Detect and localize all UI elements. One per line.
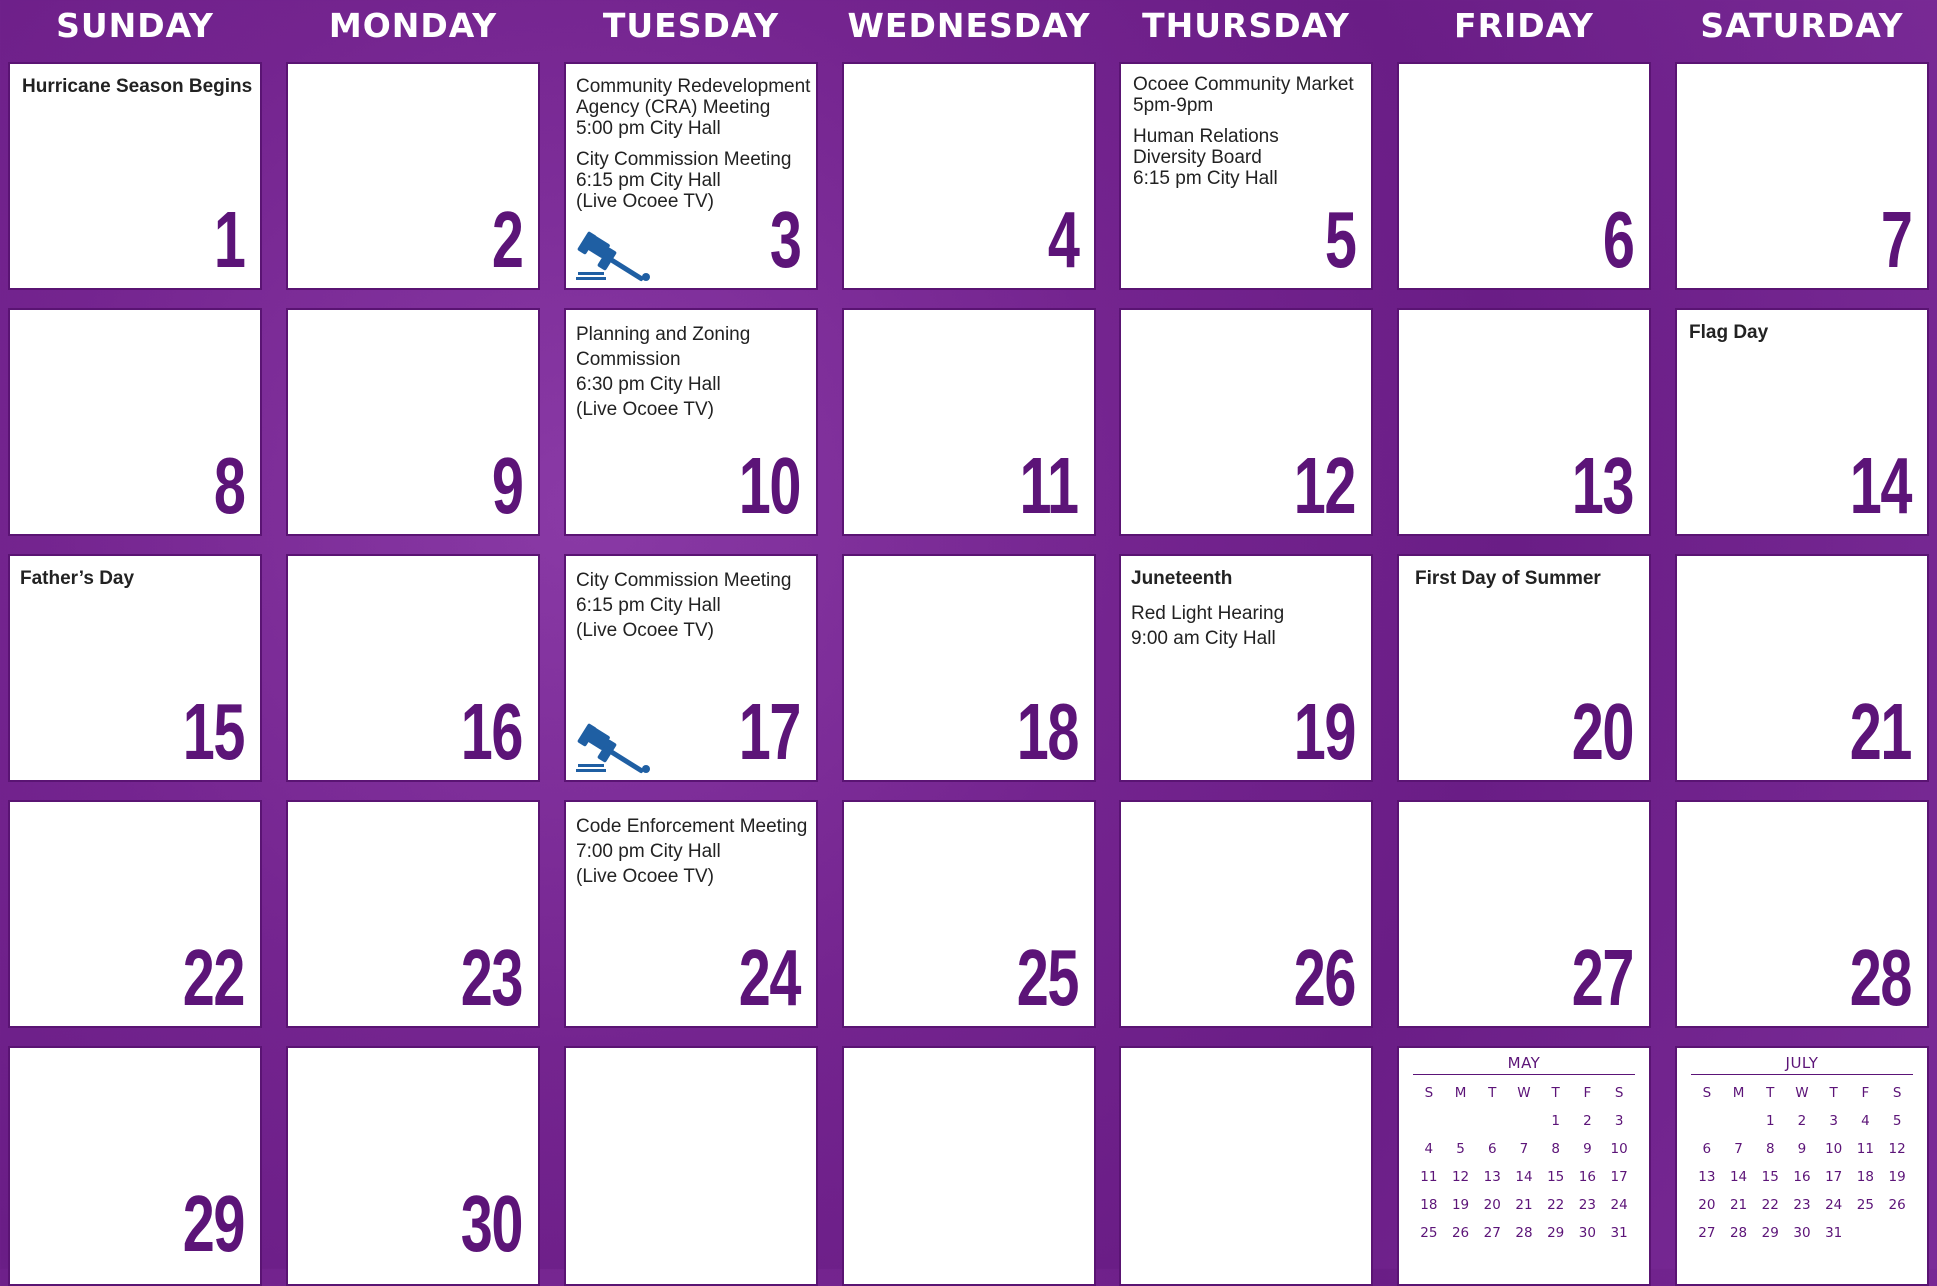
weekday-wednesday: WEDNESDAY	[847, 5, 1091, 45]
event-line: 5:00 pm City Hall	[576, 118, 721, 139]
mini-day	[1476, 1107, 1508, 1135]
mini-calendar-header-row	[1691, 1079, 1913, 1107]
mini-day: 3	[1829, 1113, 1838, 1129]
mini-day: 31	[1610, 1225, 1628, 1241]
gavel-icon	[576, 720, 656, 774]
day-cell-25[interactable]	[842, 800, 1096, 1028]
mini-day	[1413, 1107, 1445, 1135]
day-number: 17	[738, 687, 800, 776]
event-city-commission	[576, 568, 791, 643]
mini-day: 23	[1578, 1197, 1596, 1213]
event-line: 6:15 pm City Hall	[576, 595, 721, 616]
day-cell-7[interactable]	[1675, 62, 1929, 290]
event-flag-day	[1689, 322, 1768, 343]
day-number: 24	[738, 933, 800, 1022]
event-line: 7:00 pm City Hall	[576, 841, 721, 862]
mini-day: 26	[1451, 1225, 1470, 1241]
mini-day: 9	[1583, 1141, 1592, 1157]
mini-day: 12	[1888, 1141, 1906, 1157]
mini-day: 18	[1856, 1169, 1874, 1185]
event-line: Community Redevelopment	[576, 76, 811, 97]
mini-day: 17	[1825, 1169, 1843, 1185]
mini-day: 6	[1702, 1141, 1712, 1157]
day-cell-11[interactable]	[842, 308, 1096, 536]
empty-cell	[1119, 1046, 1373, 1286]
gavel-icon	[576, 228, 656, 282]
mini-weekday: T	[1551, 1085, 1560, 1101]
event-line: Code Enforcement Meeting	[576, 816, 808, 837]
day-cell-21[interactable]	[1675, 554, 1929, 782]
event-line: Human Relations	[1133, 126, 1279, 147]
day-cell-22[interactable]	[8, 800, 262, 1028]
mini-weekday: W	[1795, 1085, 1809, 1101]
mini-weekday: T	[1766, 1085, 1775, 1101]
event-line: Ocoee Community Market	[1133, 74, 1354, 95]
event-hurricane	[22, 76, 252, 97]
event-line: (Live Ocoee TV)	[576, 620, 714, 641]
weekday-tuesday: TUESDAY	[602, 5, 780, 45]
mini-weekday: S	[1614, 1085, 1624, 1101]
mini-day: 6	[1487, 1141, 1497, 1157]
mini-day: 16	[1578, 1169, 1596, 1185]
mini-day: 4	[1861, 1113, 1870, 1129]
day-number: 16	[460, 687, 522, 776]
day-cell-18[interactable]	[842, 554, 1096, 782]
event-line: Agency (CRA) Meeting	[576, 97, 771, 118]
mini-day: 19	[1451, 1197, 1470, 1213]
mini-weekday: S	[1424, 1085, 1434, 1101]
mini-weekday: F	[1583, 1085, 1592, 1101]
event-title: First Day of Summer	[1415, 568, 1601, 589]
event-line: (Live Ocoee TV)	[576, 399, 714, 420]
mini-day: 21	[1729, 1197, 1748, 1213]
mini-day	[1881, 1219, 1913, 1247]
mini-day: 24	[1610, 1197, 1628, 1213]
day-number: 14	[1849, 441, 1911, 530]
day-number: 12	[1293, 441, 1355, 530]
day-cell-20[interactable]	[1397, 554, 1651, 782]
day-number: 6	[1602, 195, 1633, 284]
day-cell-5[interactable]	[1119, 62, 1373, 290]
event-line: Planning and Zoning	[576, 324, 751, 345]
mini-day: 22	[1547, 1197, 1565, 1213]
mini-day: 31	[1825, 1225, 1843, 1241]
day-number: 27	[1571, 933, 1633, 1022]
day-cell-17[interactable]	[564, 554, 818, 782]
day-cell-24[interactable]	[564, 800, 818, 1028]
mini-calendar-week	[1691, 1107, 1913, 1135]
day-number: 20	[1571, 687, 1633, 776]
mini-day: 21	[1515, 1197, 1533, 1213]
mini-day	[1445, 1107, 1477, 1135]
event-title: Father’s Day	[20, 568, 135, 589]
event-juneteenth	[1131, 568, 1284, 651]
day-number: 26	[1293, 933, 1355, 1022]
mini-day: 25	[1420, 1225, 1438, 1241]
mini-day: 2	[1583, 1113, 1592, 1129]
mini-day: 17	[1610, 1169, 1628, 1185]
mini-day: 30	[1793, 1225, 1811, 1241]
day-cell-6[interactable]	[1397, 62, 1651, 290]
mini-calendar-title: JULY	[1691, 1054, 1913, 1075]
day-number: 13	[1571, 441, 1633, 530]
weekday-thursday: THURSDAY	[1142, 5, 1350, 45]
day-number: 4	[1047, 195, 1078, 284]
mini-weekday: M	[1454, 1085, 1467, 1101]
day-number: 18	[1016, 687, 1078, 776]
mini-calendar-week	[1413, 1191, 1635, 1219]
day-cell-12[interactable]	[1119, 308, 1373, 536]
empty-cell	[842, 1046, 1096, 1286]
mini-day: 20	[1483, 1197, 1501, 1213]
mini-day: 26	[1888, 1197, 1906, 1213]
day-cell-4[interactable]	[842, 62, 1096, 290]
day-cell-14[interactable]	[1675, 308, 1929, 536]
day-number: 8	[213, 441, 244, 530]
event-community-market	[1133, 74, 1354, 189]
day-number: 28	[1849, 933, 1911, 1022]
day-number: 29	[182, 1179, 244, 1268]
event-line: 9:00 am City Hall	[1131, 628, 1276, 649]
mini-weekday: T	[1829, 1085, 1838, 1101]
day-cell-16[interactable]	[286, 554, 540, 782]
mini-day: 29	[1547, 1225, 1565, 1241]
event-title: Hurricane Season Begins	[22, 76, 253, 97]
mini-calendar-header-row	[1413, 1079, 1635, 1107]
event-line: Diversity Board	[1133, 147, 1262, 168]
event-line: 6:30 pm City Hall	[576, 374, 721, 395]
mini-day: 20	[1698, 1197, 1716, 1213]
mini-calendar-week	[1691, 1163, 1913, 1191]
weekday-friday: FRIDAY	[1454, 5, 1594, 45]
event-title: Flag Day	[1689, 322, 1769, 343]
mini-day	[1691, 1107, 1723, 1135]
event-line: Commission	[576, 349, 681, 370]
day-number: 15	[182, 687, 244, 776]
mini-day: 12	[1451, 1169, 1470, 1185]
empty-cell	[564, 1046, 818, 1286]
event-cra-meeting	[576, 76, 810, 212]
event-line: City Commission Meeting	[576, 149, 792, 170]
mini-day: 19	[1888, 1169, 1906, 1185]
mini-calendar-week	[1413, 1135, 1635, 1163]
day-number: 2	[491, 195, 522, 284]
mini-day: 4	[1424, 1141, 1434, 1157]
mini-day: 15	[1547, 1169, 1565, 1185]
day-cell-23[interactable]	[286, 800, 540, 1028]
mini-day: 24	[1825, 1197, 1843, 1213]
mini-day: 8	[1551, 1141, 1560, 1157]
mini-day: 25	[1856, 1197, 1874, 1213]
mini-day: 9	[1797, 1141, 1807, 1157]
day-cell-9[interactable]	[286, 308, 540, 536]
day-number: 10	[738, 441, 800, 530]
mini-calendar-week	[1691, 1219, 1913, 1247]
event-fathers-day	[20, 568, 134, 589]
mini-day: 5	[1456, 1141, 1465, 1157]
mini-day: 11	[1420, 1169, 1438, 1185]
mini-day: 11	[1856, 1141, 1874, 1157]
day-number: 5	[1324, 195, 1355, 284]
mini-day: 7	[1734, 1141, 1743, 1157]
event-line: (Live Ocoee TV)	[576, 191, 714, 212]
day-cell-30[interactable]	[286, 1046, 540, 1286]
mini-calendar-week	[1413, 1219, 1635, 1247]
mini-day: 13	[1698, 1169, 1716, 1185]
event-line: (Live Ocoee TV)	[576, 866, 714, 887]
event-line: 5pm-9pm	[1133, 95, 1214, 116]
mini-calendar-week	[1691, 1191, 1913, 1219]
day-number: 30	[460, 1179, 522, 1268]
day-cell-2[interactable]	[286, 62, 540, 290]
event-line: 6:15 pm City Hall	[1133, 168, 1278, 189]
day-cell-8[interactable]	[8, 308, 262, 536]
day-cell-10[interactable]	[564, 308, 818, 536]
day-number: 11	[1019, 441, 1078, 530]
mini-weekday: T	[1488, 1085, 1497, 1101]
mini-calendar-week	[1413, 1163, 1635, 1191]
day-cell-28[interactable]	[1675, 800, 1929, 1028]
mini-weekday: F	[1861, 1085, 1870, 1101]
day-number: 1	[213, 195, 244, 284]
event-line: 6:15 pm City Hall	[576, 170, 721, 191]
event-title: Juneteenth	[1131, 568, 1233, 589]
mini-weekday: W	[1517, 1085, 1531, 1101]
day-cell-3[interactable]	[564, 62, 818, 290]
mini-day	[1723, 1107, 1755, 1135]
day-number: 21	[1849, 687, 1911, 776]
day-cell-15[interactable]	[8, 554, 262, 782]
mini-calendar-week	[1413, 1107, 1635, 1135]
mini-day: 14	[1515, 1169, 1533, 1185]
mini-day: 18	[1420, 1197, 1438, 1213]
day-cell-13[interactable]	[1397, 308, 1651, 536]
event-code-enforcement	[576, 814, 807, 889]
day-number: 25	[1016, 933, 1078, 1022]
mini-weekday: S	[1702, 1085, 1712, 1101]
mini-day	[1850, 1219, 1882, 1247]
mini-day: 16	[1793, 1169, 1811, 1185]
day-cell-1[interactable]	[8, 62, 262, 290]
day-number: 23	[460, 933, 522, 1022]
mini-calendar-grid	[1691, 1079, 1913, 1247]
mini-calendar-grid	[1413, 1079, 1635, 1247]
mini-weekday: M	[1732, 1085, 1745, 1101]
mini-day: 15	[1761, 1169, 1779, 1185]
day-cell-19[interactable]	[1119, 554, 1373, 782]
weekday-monday: MONDAY	[328, 5, 498, 45]
event-first-day-summer	[1415, 568, 1601, 589]
event-line: City Commission Meeting	[576, 570, 792, 591]
mini-calendar-may	[1397, 1046, 1651, 1286]
mini-day: 29	[1761, 1225, 1779, 1241]
day-number: 19	[1293, 687, 1355, 776]
mini-day: 23	[1793, 1197, 1811, 1213]
mini-day: 27	[1483, 1225, 1501, 1241]
day-number: 3	[769, 195, 800, 284]
event-line: Red Light Hearing	[1131, 603, 1285, 624]
day-cell-27[interactable]	[1397, 800, 1651, 1028]
weekday-saturday: SATURDAY	[1700, 5, 1904, 45]
mini-calendar-week	[1691, 1135, 1913, 1163]
day-number: 22	[182, 933, 244, 1022]
day-number: 7	[1880, 195, 1911, 284]
mini-day: 28	[1729, 1225, 1748, 1241]
day-number: 9	[491, 441, 522, 530]
mini-day: 22	[1761, 1197, 1779, 1213]
mini-day: 28	[1515, 1225, 1533, 1241]
mini-day: 13	[1483, 1169, 1501, 1185]
mini-day: 27	[1698, 1225, 1716, 1241]
mini-day: 5	[1892, 1113, 1902, 1129]
mini-day: 30	[1578, 1225, 1596, 1241]
mini-day: 8	[1765, 1141, 1775, 1157]
mini-day	[1508, 1107, 1540, 1135]
weekday-sunday: SUNDAY	[56, 5, 214, 45]
mini-day: 10	[1610, 1141, 1628, 1157]
mini-calendar-title: MAY	[1413, 1054, 1635, 1075]
mini-day: 2	[1797, 1113, 1807, 1129]
mini-day: 3	[1614, 1113, 1624, 1129]
mini-weekday: S	[1892, 1085, 1902, 1101]
mini-day: 14	[1729, 1169, 1748, 1185]
mini-calendar-july	[1675, 1046, 1929, 1286]
mini-day: 7	[1519, 1141, 1529, 1157]
day-cell-29[interactable]	[8, 1046, 262, 1286]
day-cell-26[interactable]	[1119, 800, 1373, 1028]
mini-day: 1	[1551, 1113, 1560, 1129]
mini-day: 10	[1825, 1141, 1843, 1157]
mini-day: 1	[1765, 1113, 1775, 1129]
event-planning-zoning	[576, 322, 750, 422]
